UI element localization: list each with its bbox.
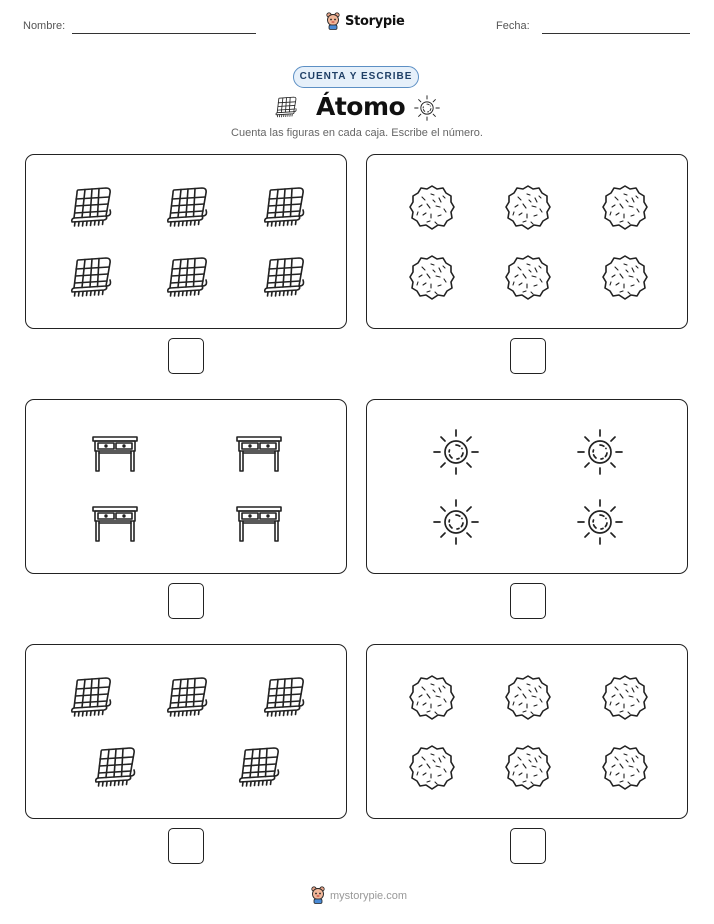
sun-icon	[431, 427, 481, 477]
desk-icon	[234, 497, 284, 547]
blanket-icon	[66, 252, 116, 302]
brand-name: Storypie	[345, 13, 405, 29]
desk-icon	[90, 497, 140, 547]
storypie-mascot-icon	[310, 886, 326, 904]
answer-box-5[interactable]	[168, 828, 204, 864]
rock-icon	[407, 182, 457, 232]
count-panel-4	[366, 399, 688, 574]
rock-icon	[503, 672, 553, 722]
sun-icon	[575, 427, 625, 477]
answer-box-3[interactable]	[168, 583, 204, 619]
rock-icon	[407, 742, 457, 792]
count-panel-1	[25, 154, 347, 329]
name-line[interactable]	[72, 33, 256, 34]
blanket-icon	[259, 252, 309, 302]
desk-icon	[234, 427, 284, 477]
blanket-icon	[234, 742, 284, 792]
page-title: Átomo	[316, 92, 406, 121]
rock-icon	[600, 182, 650, 232]
rock-icon	[407, 252, 457, 302]
rock-icon	[503, 252, 553, 302]
rock-icon	[600, 672, 650, 722]
sun-icon	[575, 497, 625, 547]
rock-icon	[600, 252, 650, 302]
sun-icon	[431, 497, 481, 547]
blanket-icon	[259, 182, 309, 232]
rock-icon	[503, 182, 553, 232]
blanket-icon	[162, 672, 212, 722]
rock-icon	[600, 742, 650, 792]
instructions: Cuenta las figuras en cada caja. Escribe el número.	[231, 127, 483, 139]
title-row	[0, 92, 714, 124]
blanket-icon	[66, 182, 116, 232]
footer	[0, 886, 714, 906]
footer-url: mystorypie.com	[330, 890, 408, 902]
answer-box-6[interactable]	[510, 828, 546, 864]
brand-logo	[325, 12, 405, 30]
blanket-icon	[66, 672, 116, 722]
blanket-icon	[259, 672, 309, 722]
rock-icon	[503, 742, 553, 792]
sun-icon	[413, 94, 441, 122]
storypie-mascot-icon	[325, 12, 341, 30]
blanket-icon	[272, 94, 300, 120]
answer-box-1[interactable]	[168, 338, 204, 374]
count-panel-5	[25, 644, 347, 819]
count-panel-3	[25, 399, 347, 574]
blanket-icon	[162, 252, 212, 302]
desk-icon	[90, 427, 140, 477]
count-panel-2	[366, 154, 688, 329]
answer-box-2[interactable]	[510, 338, 546, 374]
answer-box-4[interactable]	[510, 583, 546, 619]
date-line[interactable]	[542, 33, 690, 34]
date-label: Fecha:	[496, 20, 530, 32]
count-panel-6	[366, 644, 688, 819]
name-label: Nombre:	[23, 20, 66, 32]
blanket-icon	[90, 742, 140, 792]
rock-icon	[407, 672, 457, 722]
blanket-icon	[162, 182, 212, 232]
activity-badge: CUENTA Y ESCRIBE	[293, 66, 419, 88]
